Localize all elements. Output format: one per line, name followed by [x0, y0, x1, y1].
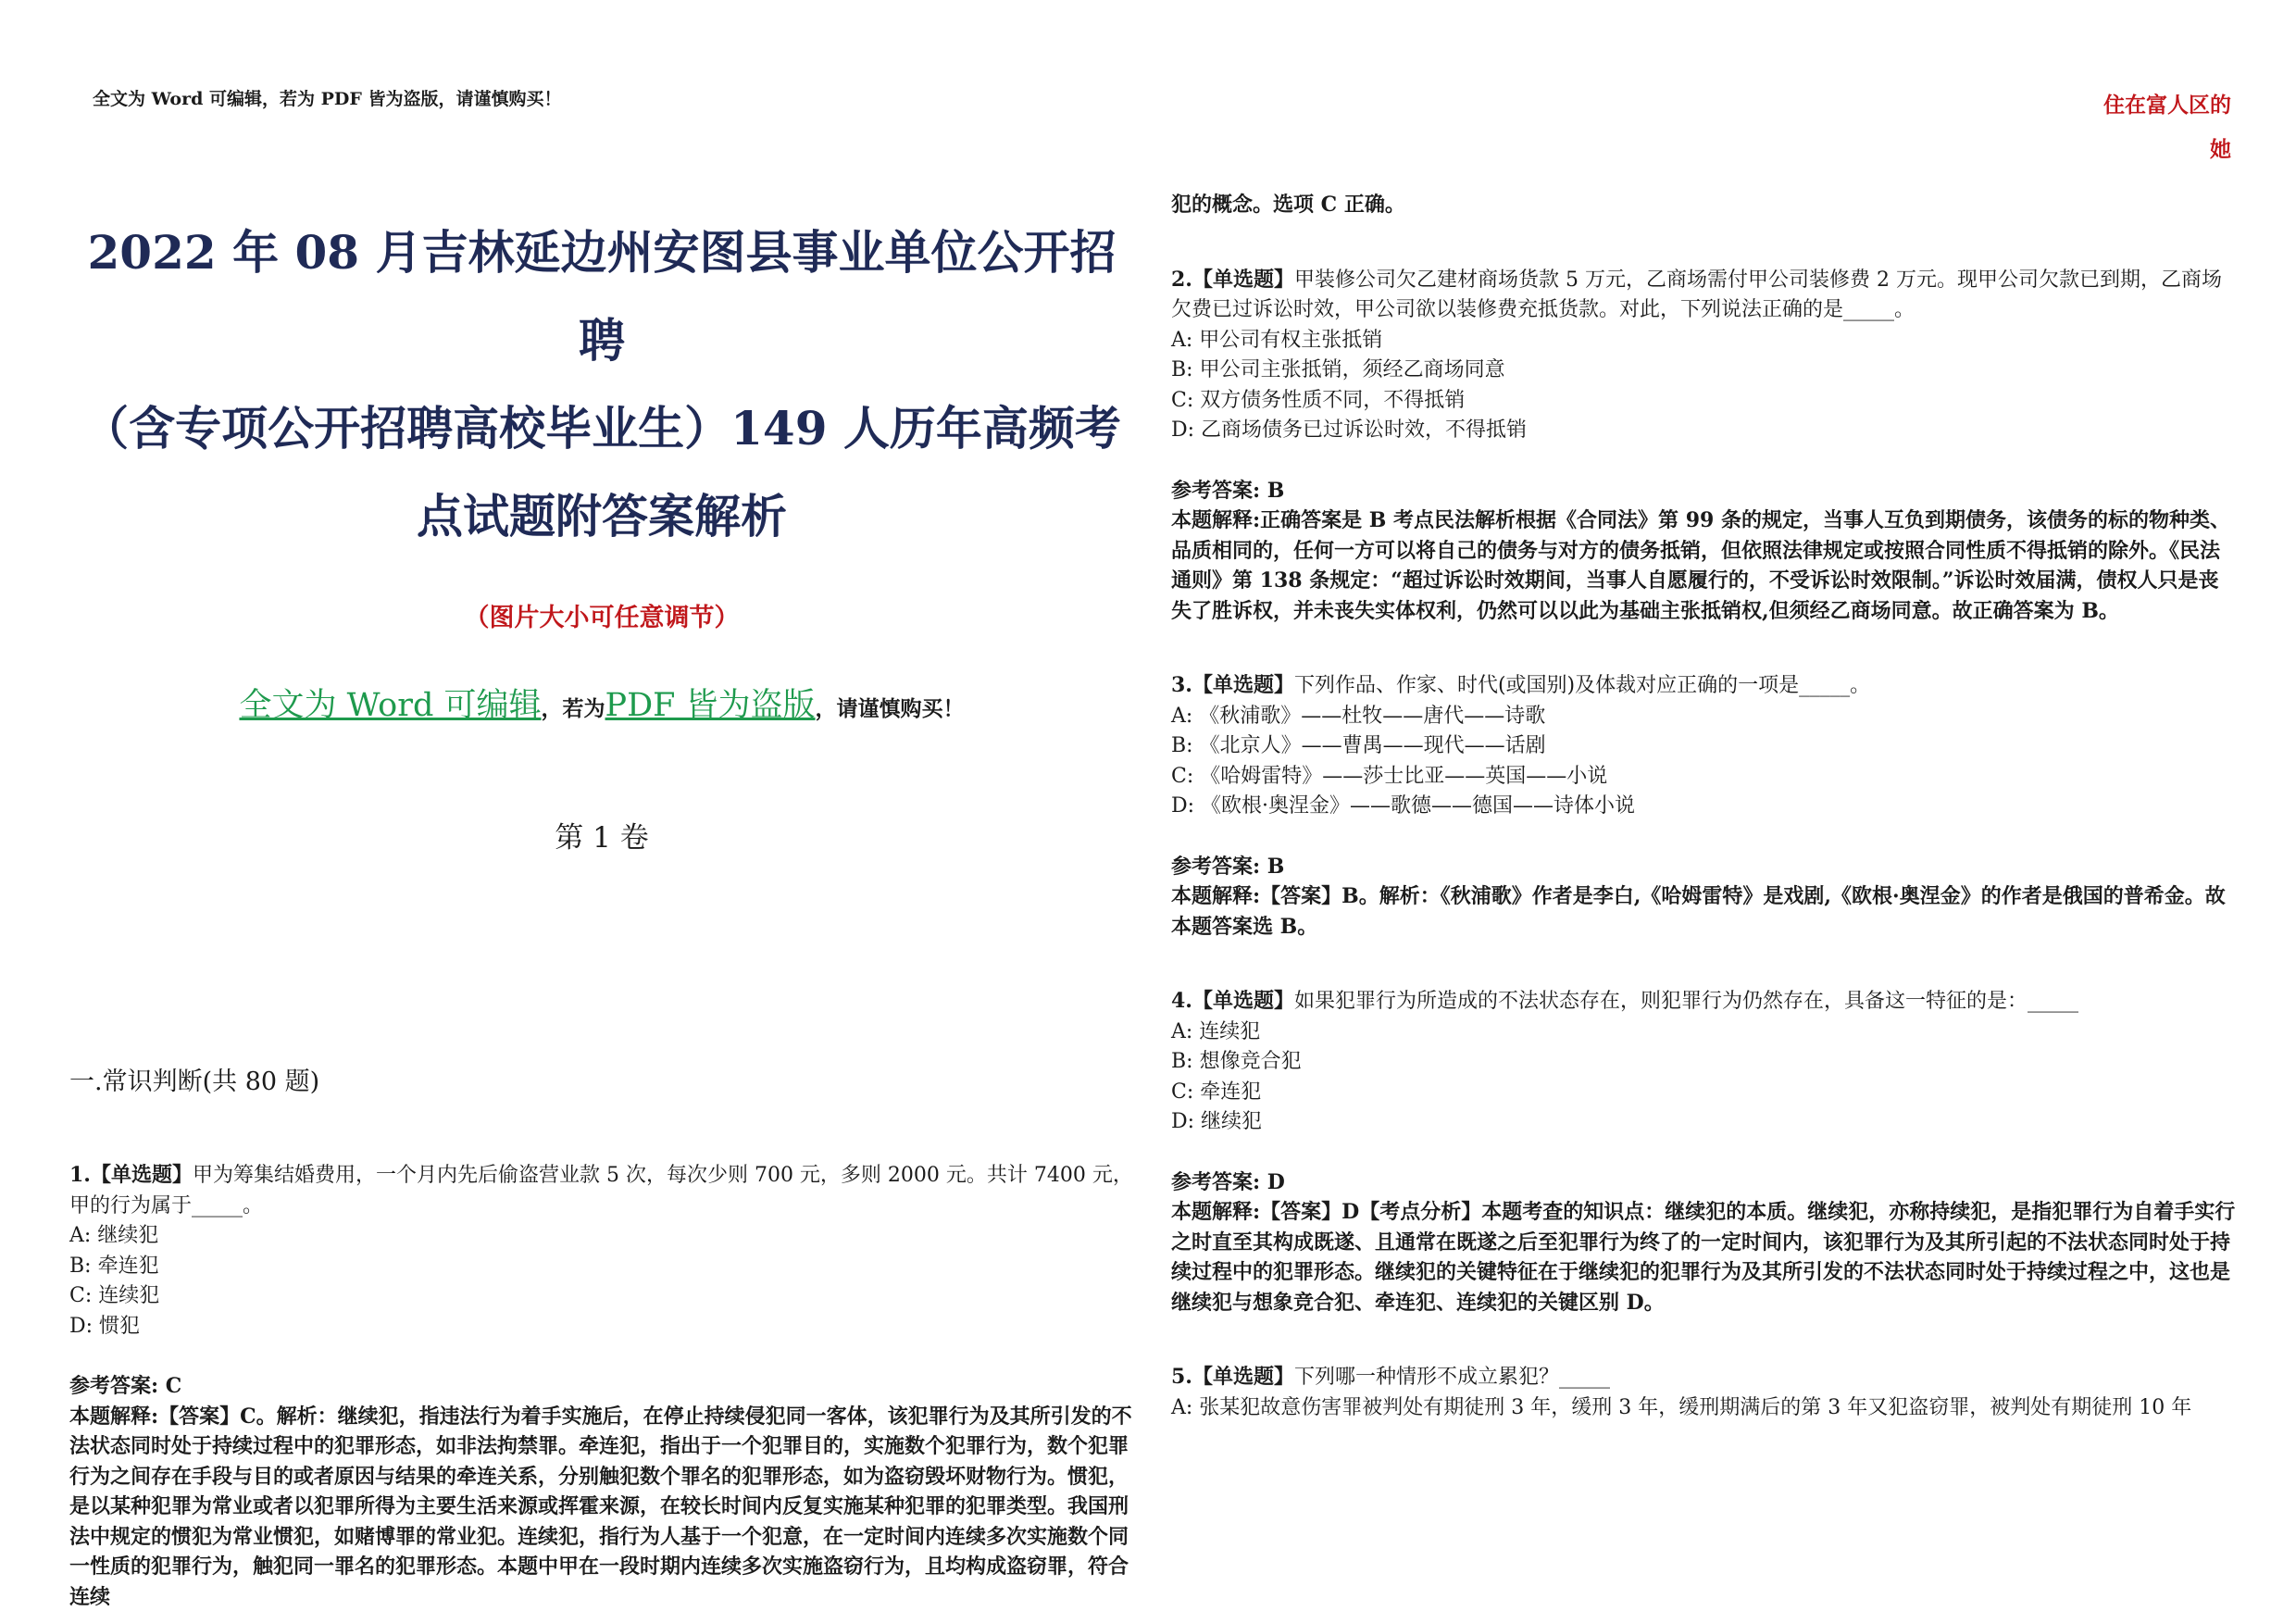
- question-stem: 3.【单选题】下列作品、作家、时代(或国别)及体裁对应正确的一项是_____。: [1171, 673, 1871, 697]
- option-d: D: 乙商场债务已过诉讼时效，不得抵销: [1171, 418, 1528, 442]
- question-5: [1171, 1362, 2236, 1423]
- question-stem: 1.【单选题】甲为筹集结婚费用，一个月内先后偷盗营业款 5 次，每次少则 700 元，多则 2000 元。共计 7400 元，甲的行为属于_____。: [69, 1163, 1133, 1217]
- option-a: A: 《秋浦歌》——杜牧——唐代——诗歌: [1171, 704, 1546, 728]
- answer-line: 参考答案: B: [1171, 854, 1285, 879]
- volume-heading: 第 1 卷: [555, 821, 649, 855]
- answer-line: 参考答案: D: [1171, 1169, 1285, 1194]
- question-4: [1171, 986, 2236, 1317]
- explanation: 本题解释:【答案】D【考点分析】本题考查的知识点：继续犯的本质。继续犯，亦称持续犯，是指犯罪行为自着手实行之时直至其构成既遂、且通常在既遂之后至犯罪行为终了的一定时间内，该犯罪行为及其所引起的不法状态同时处于持续过程中的犯罪形态。继续犯的关键特征在于继续犯的犯罪行为及其所引发的不法状态同时处于持续过程之中，这也是继续犯与想象竞合犯、牵连犯、连续犯的关键区别 D。: [1171, 1200, 2236, 1315]
- option-a: A: 甲公司有权主张抵销: [1171, 328, 1383, 352]
- question-stem: 4.【单选题】如果犯罪行为所造成的不法状态存在，则犯罪行为仍然存在，具备这一特征的是：_____: [1171, 989, 2078, 1013]
- editable-sep: ，若为: [541, 696, 605, 721]
- option-d: D: 《欧根·奥涅金》——歌德——德国——诗体小说: [1171, 794, 1636, 818]
- question-1: [69, 1160, 1134, 1612]
- word-editable-link[interactable]: 全文为 Word 可编辑: [239, 687, 542, 724]
- title-line3: 点试题附答案解析: [417, 489, 787, 543]
- answer-line: 参考答案: B: [1171, 478, 1285, 503]
- option-c: C: 双方债务性质不同，不得抵销: [1171, 388, 1466, 412]
- title-line2: （含专项公开招聘高校毕业生）149 人历年高频考: [82, 401, 1121, 456]
- image-resize-note: （图片大小可任意调节）: [464, 604, 740, 632]
- option-c: C: 《哈姆雷特》——莎士比亚——英国——小说: [1171, 764, 1608, 788]
- title-line1: 2022 年 08 月吉林延边州安图县事业单位公开招聘: [87, 225, 1117, 368]
- question-3: [1171, 670, 2236, 942]
- option-d: D: 继续犯: [1171, 1110, 1263, 1133]
- option-a: A: 继续犯: [69, 1224, 159, 1247]
- explanation: 本题解释:【答案】C。解析：继续犯，指违法行为着手实施后，在停止持续侵犯同一客体，该犯罪行为及其所引发的不法状态同时处于持续过程中的犯罪形态，如非法拘禁罪。牵连犯，指出于一个犯罪目的，实施数个犯罪行为，数个犯罪行为之间存在手段与目的或者原因与结果的牵连关系，分别触犯数个罪名的犯罪形态，如为盗窃毁坏财物行为。惯犯，是以某种犯罪为常业或者以犯罪所得为主要生活来源或挥霍来源，在较长时间内反复实施某种犯罪的犯罪类型。我国刑法中规定的惯犯为常业惯犯，如赌博罪的常业犯。连续犯，指行为人基于一个犯意，在一定时间内连续多次实施数个同一性质的犯罪行为，触犯同一罪名的犯罪形态。本题中甲在一段时期内连续多次实施盗窃行为，且均构成盗窃罪，符合连续: [69, 1404, 1132, 1609]
- option-a: A: 张某犯故意伤害罪被判处有期徒刑 3 年，缓刑 3 年，缓刑期满后的第 3 年又犯盗窃罪，被判处有期徒刑 10 年: [1171, 1395, 2192, 1419]
- explanation: 本题解释:正确答案是 B 考点民法解析根据《合同法》第 99 条的规定，当事人互负到期债务，该债务的标的物种类、品质相同的，任何一方可以将自己的债务与对方的债务抵销，但依照法律规定或按照合同性质不得抵销的除外。《民法通则》第 138 条规定：“超过诉讼时效期间，当事人自愿履行的，不受诉讼时效限制。”诉讼时效届满，债权人只是丧失了胜诉权，并未丧失实体权利，仍然可以以此为基础主张抵销权,但须经乙商场同意。故正确答案为 B。: [1171, 508, 2230, 623]
- option-b: B: 甲公司主张抵销，须经乙商场同意: [1171, 358, 1505, 381]
- pdf-piracy-link[interactable]: PDF 皆为盗版: [605, 687, 816, 724]
- question-stem: 5.【单选题】下列哪一种情形不成立累犯？_____: [1171, 1365, 1610, 1389]
- option-c: C: 连续犯: [69, 1284, 160, 1307]
- option-c: C: 牵连犯: [1171, 1080, 1262, 1104]
- header-right-line2: 她: [2210, 137, 2231, 162]
- option-d: D: 惯犯: [69, 1314, 141, 1338]
- option-a: A: 连续犯: [1171, 1019, 1261, 1043]
- right-column: [1171, 190, 2236, 1423]
- left-column: [69, 208, 1134, 1612]
- option-b: B: 牵连犯: [69, 1254, 159, 1278]
- answer-line: 参考答案: C: [69, 1374, 182, 1398]
- option-b: B: 想像竞合犯: [1171, 1050, 1302, 1073]
- header-right-line1: 住在富人区的: [2103, 93, 2231, 118]
- editable-notice: [69, 680, 1134, 726]
- question-2: [1171, 265, 2236, 627]
- question-stem: 2.【单选题】甲装修公司欠乙建材商场货款 5 万元，乙商场需付甲公司装修费 2 万元。现甲公司欠款已到期，乙商场欠费已过诉讼时效，甲公司欲以装修费充抵货款。对此，下列说法正确的是_____。: [1171, 267, 2222, 321]
- option-b: B: 《北京人》——曹禺——现代——话剧: [1171, 734, 1546, 757]
- header-right-text: [2046, 83, 2231, 172]
- document-title: [69, 208, 1134, 560]
- editable-tail: ，请谨慎购买！: [815, 696, 965, 721]
- header-notice: 全文为 Word 可编辑，若为 PDF 皆为盗版，请谨慎购买！: [93, 89, 562, 109]
- explanation: 本题解释:【答案】B。解析：《秋浦歌》作者是李白,《哈姆雷特》是戏剧,《欧根·奥涅金》的作者是俄国的普希金。故本题答案选 B。: [1171, 884, 2226, 939]
- explanation-continued: 犯的概念。选项 C 正确。: [1171, 193, 1405, 217]
- section-heading: 一.常识判断(共 80 题): [69, 1067, 320, 1096]
